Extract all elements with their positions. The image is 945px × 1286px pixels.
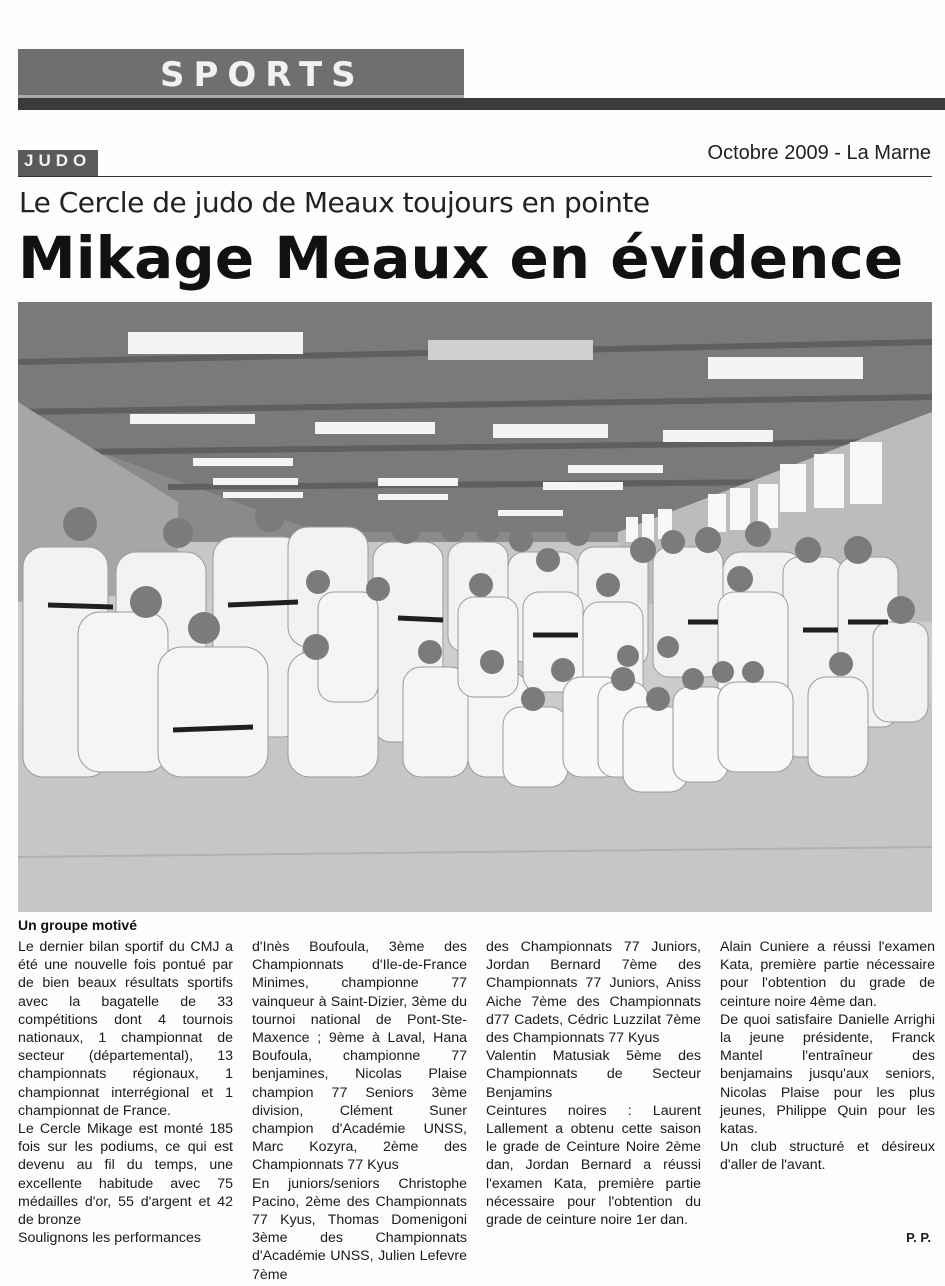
paragraph: Ceintures noires : Laurent Lallement a obtenu cette saison le grade de Ceinture Noire 2ème dan, Jordan Bernard a réussi l'examen Kata, première partie nécessaire pour l'obtention du grade de ceinture noire 1er dan. — [486, 1102, 701, 1229]
dateline: Octobre 2009 - La Marne — [707, 142, 931, 164]
section-label: SPORTS — [160, 55, 365, 95]
paragraph: Valentin Matusiak 5ème des Championnats de Secteur Benjamins — [486, 1048, 701, 1101]
paragraph: Le dernier bilan sportif du CMJ a été une nouvelle fois pontué par de bien beaux résultats sportifs avec la bagatelle de 33 compétitions dont 4 tournois nationaux, 1 championnat de secteur (départemental), 13 championnats régionaux, 1 championnat interrégional et 1 championnat de France. — [18, 939, 233, 1119]
kicker-label: JUDO — [24, 151, 92, 170]
paragraph: De quoi satisfaire Danielle Arrighi la jeune présidente, Franck Mantel l'entraîneur des benjamains jusqu'aux seniors, Nicolas Plaise pour les plus jeunes, Philippe Quin pour les katas. — [720, 1011, 935, 1138]
section-rule — [18, 98, 945, 110]
article-column-3 — [486, 938, 701, 1229]
article-column-2 — [252, 938, 467, 1284]
header-rule — [18, 176, 932, 177]
photo-caption: Un groupe motivé — [18, 917, 138, 933]
paragraph: Un club structuré et désireux d'aller de l'avant. — [720, 1139, 935, 1174]
article-headline: Mikage Meaux en évidence — [18, 224, 904, 292]
paragraph: des Championnats 77 Juniors, Jordan Bernard 7ème des Championnats 77 Juniors, Aniss Aiche 7ème des Championnats d77 Cadets, Cédric Luzzilat 7ème des Championnats 77 Kyus — [486, 939, 701, 1047]
article-column-4 — [720, 938, 935, 1175]
paragraph: Alain Cuniere a réussi l'examen Kata, première partie nécessaire pour l'obtention du grade de ceinture noire 4ème dan. — [720, 939, 935, 1010]
group-photo — [18, 302, 932, 912]
paragraph: d'Inès Boufoula, 3ème des Championnats d'Ile-de-France Minimes, championne 77 vainqueur à Saint-Dizier, 3ème du tournoi national de Pont-Ste-Maxence ; 9ème à Laval, Hana Boufoula, championne 77 benjamines, Nicolas Plaise champion 77 Seniors 3ème division, Clément Suner champion d'Académie UNSS, Marc Kozyra, 2ème des Championnats 77 Kyus — [252, 939, 467, 1174]
group-photo-illustration — [18, 302, 932, 912]
paragraph: Le Cercle Mikage est monté 185 fois sur les podiums, ce qui est devenu au fil du temps, une excellente habitude avec 75 médailles d'or, 55 d'argent et 42 de bronze — [18, 1121, 233, 1229]
article-subtitle: Le Cercle de judo de Meaux toujours en pointe — [19, 186, 650, 219]
author-signature: P. P. — [906, 1230, 931, 1245]
article-column-1 — [18, 938, 233, 1247]
paragraph: En juniors/seniors Christophe Pacino, 2ème des Championnats 77 Kyus, Thomas Domenigoni 3ème des Championnats d'Académie UNSS, Julien Lefevre 7ème — [252, 1175, 467, 1283]
paragraph: Soulignons les performances — [18, 1230, 201, 1247]
